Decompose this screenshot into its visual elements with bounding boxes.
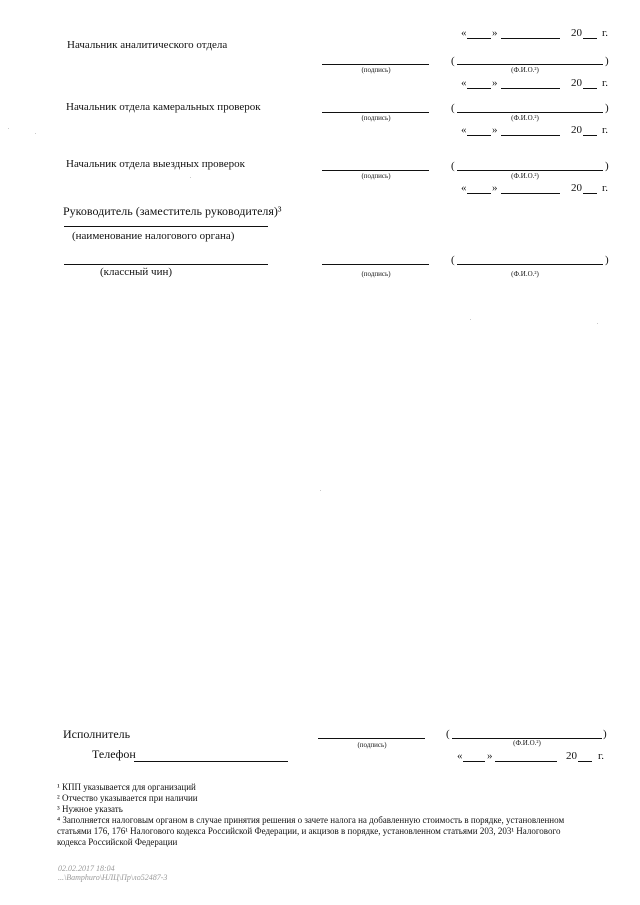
- date-day-line: [467, 38, 491, 39]
- date-year-line: [583, 88, 597, 89]
- date-year-suffix: г.: [602, 124, 609, 136]
- signature-caption: (подпись): [361, 270, 391, 278]
- fio-paren-close: ): [605, 55, 609, 67]
- date-year-suffix: г.: [602, 182, 609, 194]
- scan-speck: [8, 128, 9, 129]
- print-stamp: [58, 864, 167, 882]
- signature-line: [322, 112, 429, 113]
- fio-caption: (Ф.И.О.²): [511, 114, 539, 122]
- date-month-line: [501, 38, 560, 39]
- footnote-4-line-2: статьями 176, 176¹ Налогового кодекса Российской Федерации, и акцизов в порядке, установленном статьями 203, 203¹ Налогового: [57, 826, 561, 836]
- fio-paren-open: (: [451, 55, 455, 67]
- print-stamp-line-1: 02.02.2017 18:04: [58, 864, 115, 873]
- date-month-line: [501, 135, 560, 136]
- date-month-line: [495, 761, 557, 762]
- date-quote-close: »: [487, 750, 493, 762]
- fio-line: [457, 264, 603, 265]
- fio-caption: (Ф.И.О.²): [511, 172, 539, 180]
- footnotes: [57, 782, 617, 848]
- fio-caption: (Ф.И.О.²): [511, 66, 539, 74]
- fio-paren-close: ): [605, 102, 609, 114]
- date-year-line: [583, 193, 597, 194]
- fio-caption: (Ф.И.О.²): [511, 270, 539, 278]
- rank-line: [64, 264, 268, 265]
- date-year-prefix: 20: [566, 750, 577, 762]
- tax-authority-caption: (наименование налогового органа): [72, 230, 235, 242]
- date-quote-open: «: [461, 27, 467, 39]
- signature-line: [322, 64, 429, 65]
- date-quote-open: «: [461, 182, 467, 194]
- scan-speck: [597, 323, 598, 324]
- date-quote-close: »: [492, 124, 498, 136]
- date-year-prefix: 20: [571, 124, 582, 136]
- tax-authority-line: [64, 226, 268, 227]
- position-label: Начальник отдела выездных проверок: [66, 158, 246, 170]
- date-day-line: [467, 193, 491, 194]
- signature-line: [318, 738, 425, 739]
- scan-speck: [35, 133, 36, 134]
- executor-label: Исполнитель: [63, 727, 131, 741]
- fio-caption: (Ф.И.О.²): [513, 739, 541, 747]
- fio-line: [457, 170, 603, 171]
- date-quote-open: «: [457, 750, 463, 762]
- print-stamp-line-2: ...\Bamphuro\HЛЦ\Пр\ло52487-3: [58, 873, 168, 882]
- date-quote-close: »: [492, 182, 498, 194]
- date-quote-open: «: [461, 77, 467, 89]
- fio-paren-open: (: [451, 102, 455, 114]
- rank-caption: (классный чин): [100, 266, 173, 278]
- date-year-suffix: г.: [602, 27, 609, 39]
- date-month-line: [501, 88, 560, 89]
- date-year-suffix: г.: [602, 77, 609, 89]
- fio-line: [457, 112, 603, 113]
- footnote-3: ³ Нужное указать: [57, 804, 123, 814]
- date-year-suffix: г.: [598, 750, 605, 762]
- date-month-line: [501, 193, 560, 194]
- date-year-prefix: 20: [571, 182, 582, 194]
- date-year-prefix: 20: [571, 77, 582, 89]
- footnote-4-line-1: ⁴ Заполняется налоговым органом в случае принятия решения о зачете налога на добавленную стоимость в порядке, установленном: [57, 815, 565, 825]
- position-label: Начальник аналитического отдела: [67, 39, 228, 51]
- date-quote-open: «: [461, 124, 467, 136]
- date-year-line: [583, 135, 597, 136]
- date-year-prefix: 20: [571, 27, 582, 39]
- date-year-line: [583, 38, 597, 39]
- phone-line: [134, 761, 288, 762]
- fio-paren-close: ): [605, 160, 609, 172]
- fio-paren-open: (: [446, 728, 450, 740]
- date-year-line: [578, 761, 592, 762]
- phone-label: Телефон: [92, 747, 136, 761]
- scan-speck: [470, 319, 471, 320]
- signature-caption: (подпись): [361, 66, 391, 74]
- footnote-2: ² Отчество указывается при наличии: [57, 793, 198, 803]
- fio-paren-open: (: [451, 254, 455, 266]
- position-label: Начальник отдела камеральных проверок: [66, 101, 261, 113]
- signature-line: [322, 264, 429, 265]
- director-title: Руководитель (заместитель руководителя)³: [63, 204, 282, 218]
- signature-line: [322, 170, 429, 171]
- fio-line: [457, 64, 603, 65]
- signature-caption: (подпись): [357, 741, 387, 749]
- fio-paren-open: (: [451, 160, 455, 172]
- date-quote-close: »: [492, 77, 498, 89]
- date-day-line: [463, 761, 485, 762]
- fio-paren-close: ): [603, 728, 607, 740]
- date-day-line: [467, 88, 491, 89]
- signature-caption: (подпись): [361, 172, 391, 180]
- footnote-4-line-3: кодекса Российской Федерации: [57, 837, 178, 847]
- date-quote-close: »: [492, 27, 498, 39]
- fio-paren-close: ): [605, 254, 609, 266]
- scan-speck: [320, 490, 321, 491]
- signature-caption: (подпись): [361, 114, 391, 122]
- scan-speck: [190, 177, 191, 178]
- date-day-line: [467, 135, 491, 136]
- footnote-1: ¹ КПП указывается для организаций: [57, 782, 196, 792]
